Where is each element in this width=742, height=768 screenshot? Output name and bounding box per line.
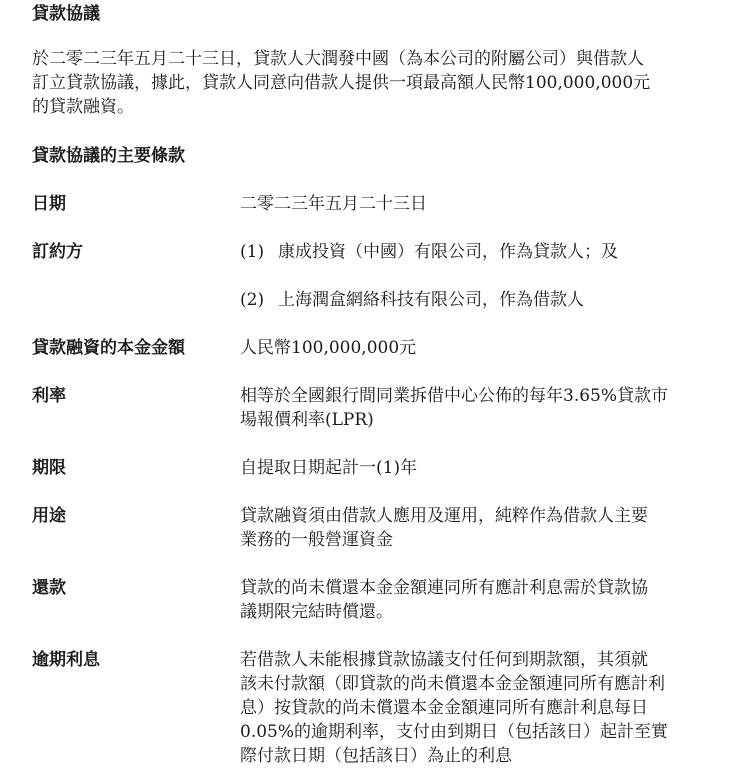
section-title: 貸款協議 bbox=[32, 4, 100, 24]
term-label-date: 日期 bbox=[32, 194, 66, 214]
value-line: 場報價利率(LPR) bbox=[240, 410, 374, 430]
intro-line: 於二零二三年五月二十三日，貸款人大潤發中國（為本公司的附屬公司）與借款人 bbox=[32, 49, 644, 69]
value-line: 該未付款額（即貸款的尚未償還本金金額連同所有應計利 bbox=[240, 674, 665, 694]
value-line: 二零二三年五月二十三日 bbox=[240, 194, 427, 214]
value-line: 貸款的尚未償還本金金額連同所有應計利息需於貸款協 bbox=[240, 578, 648, 598]
value-line: 貸款融資須由借款人應用及運用，純粹作為借款人主要 bbox=[240, 506, 648, 526]
party-text: 康成投資（中國）有限公司，作為貸款人；及 bbox=[278, 242, 618, 262]
value-line: 業務的一般營運資金 bbox=[240, 530, 393, 550]
party-item bbox=[240, 240, 714, 264]
term-value-repayment bbox=[240, 576, 714, 624]
term-label-repayment: 還款 bbox=[32, 578, 66, 598]
term-value-purpose bbox=[240, 504, 714, 552]
term-label-purpose: 用途 bbox=[32, 506, 66, 526]
party-number: (1) bbox=[240, 242, 265, 262]
term-label-parties: 訂約方 bbox=[32, 242, 83, 262]
value-line: 自提取日期起計一(1)年 bbox=[240, 458, 418, 478]
value-line: 人民幣100,000,000元 bbox=[240, 338, 417, 358]
term-value-interest bbox=[240, 384, 714, 432]
terms-title: 貸款協議的主要條款 bbox=[32, 146, 185, 166]
intro-line: 的貸款融資。 bbox=[32, 97, 134, 117]
intro-paragraph bbox=[32, 47, 716, 119]
term-value-date bbox=[240, 192, 714, 216]
term-value-overdue bbox=[240, 648, 714, 768]
term-label-term: 期限 bbox=[32, 458, 66, 478]
party-text: 上海潤盒網絡科技有限公司，作為借款人 bbox=[278, 290, 584, 310]
party-number: (2) bbox=[240, 290, 265, 310]
value-line: 相等於全國銀行間同業拆借中心公佈的每年3.65%貸款市 bbox=[240, 386, 669, 406]
term-label-overdue: 逾期利息 bbox=[32, 650, 100, 670]
term-value-principal bbox=[240, 336, 714, 360]
term-value-term bbox=[240, 456, 714, 480]
value-line: 息）按貸款的尚未償還本金金額連同所有應計利息每日 bbox=[240, 698, 648, 718]
intro-line: 訂立貸款協議，據此，貸款人同意向借款人提供一項最高額人民幣100,000,000元 bbox=[32, 73, 651, 93]
value-line: 若借款人未能根據貸款協議支付任何到期款額，其須就 bbox=[240, 650, 648, 670]
term-label-principal: 貸款融資的本金金額 bbox=[32, 338, 185, 358]
value-line: 議期限完結時償還。 bbox=[240, 602, 393, 622]
value-line: 0.05%的逾期利率，支付由到期日（包括該日）起計至實 bbox=[240, 722, 669, 742]
party-item bbox=[240, 288, 714, 312]
term-label-interest: 利率 bbox=[32, 386, 66, 406]
value-line: 際付款日期（包括該日）為止的利息 bbox=[240, 746, 512, 766]
